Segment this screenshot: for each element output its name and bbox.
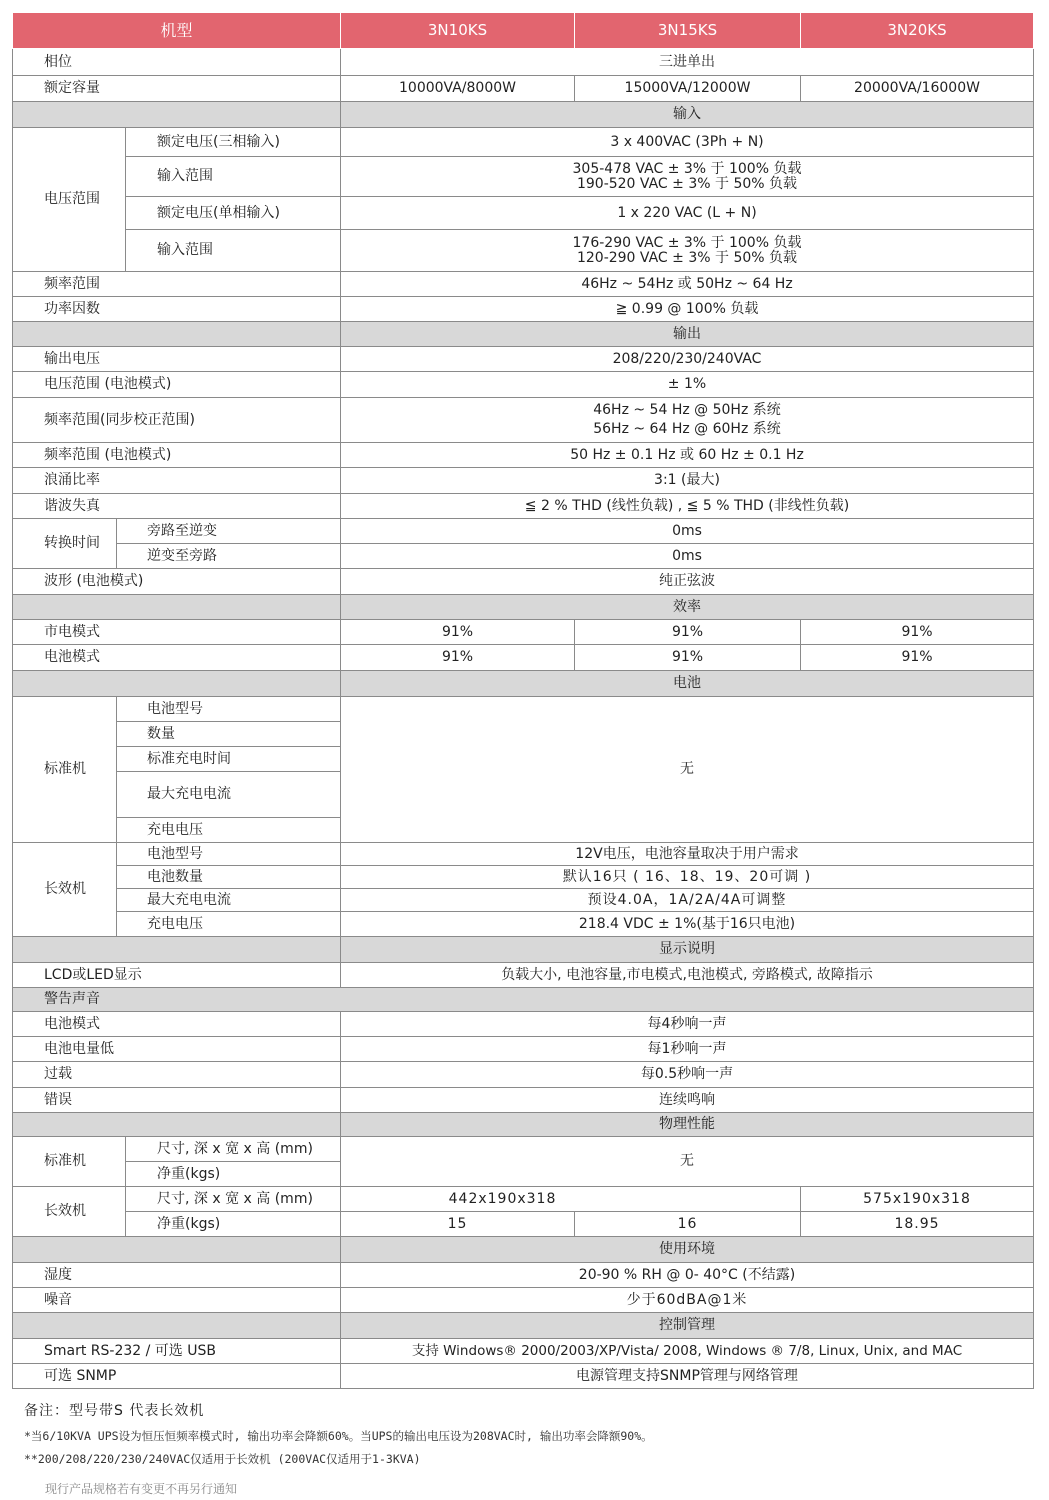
efficiency-batt-label: 电池模式 xyxy=(13,645,341,671)
physical-std-group: 标准机 xyxy=(13,1137,126,1187)
model-header: 机型 xyxy=(13,13,341,49)
battery-long-max-current-value: 预设4.0A，1A/2A/4A可调整 xyxy=(341,889,1034,912)
alarm-batt-low-value: 每1秒响一声 xyxy=(341,1037,1034,1062)
noise-label: 噪音 xyxy=(13,1288,341,1313)
alarm-batt-mode-label: 电池模式 xyxy=(13,1012,341,1037)
model-3n20ks: 3N20KS xyxy=(801,13,1034,49)
input-range-3ph-label: 输入范围 xyxy=(126,157,341,197)
physical-long-weight-3n20ks: 18.95 xyxy=(801,1212,1034,1237)
input-freq-value: 46Hz ~ 54Hz 或 50Hz ~ 64 Hz xyxy=(341,272,1034,297)
note-title: 备注：型号带S 代表长效机 xyxy=(24,1403,205,1419)
waveform-label: 波形 (电池模式) xyxy=(13,569,341,595)
section-physical-title: 物理性能 xyxy=(341,1113,1034,1137)
efficiency-ac-label: 市电模式 xyxy=(13,620,341,645)
section-management-title: 控制管理 xyxy=(341,1313,1034,1339)
input-range-1ph-line2: 120-290 VAC ± 3% 于 50% 负载 xyxy=(576,249,798,266)
inverter-to-bypass-value: 0ms xyxy=(341,544,1034,569)
battery-long-charge-voltage-value: 218.4 VDC ± 1%(基于16只电池) xyxy=(341,912,1034,937)
battery-std-charge-voltage-label: 充电电压 xyxy=(117,818,341,843)
phase-label: 相位 xyxy=(13,49,341,76)
section-battery xyxy=(13,671,1034,697)
battery-long-group: 长效机 xyxy=(13,843,117,937)
section-battery-title: 电池 xyxy=(341,671,1034,697)
freq-sync-label: 频率范围(同步校正范围) xyxy=(13,398,341,443)
power-factor-label: 功率因数 xyxy=(13,297,341,322)
input-range-3ph-value xyxy=(341,157,1034,197)
model-3n10ks: 3N10KS xyxy=(341,13,575,49)
bypass-to-inverter-label: 旁路至逆变 xyxy=(117,519,341,544)
capacity-label: 额定容量 xyxy=(13,76,341,102)
section-physical xyxy=(13,1113,1034,1137)
rated-voltage-3ph-label: 额定电压(三相输入) xyxy=(126,128,341,157)
alarm-fault-value: 连续鸣响 xyxy=(341,1088,1034,1113)
battery-long-type-label: 电池型号 xyxy=(117,843,341,866)
battery-long-qty-value: 默认16只 ( 16、18、19、20可调 ) xyxy=(341,866,1034,889)
capacity-value-3n15ks: 15000VA/12000W xyxy=(575,76,801,102)
efficiency-ac-3n15ks: 91% xyxy=(575,620,801,645)
bypass-to-inverter-value: 0ms xyxy=(341,519,1034,544)
section-alarm-title: 警告声音 xyxy=(13,988,1034,1012)
lcd-display-value: 负载大小, 电池容量,市电模式,电池模式, 旁路模式, 故障指示 xyxy=(341,963,1034,988)
section-display-title: 显示说明 xyxy=(341,937,1034,963)
physical-long-group: 长效机 xyxy=(13,1187,126,1237)
section-efficiency-title: 效率 xyxy=(341,595,1034,620)
transfer-time-group: 转换时间 xyxy=(13,519,117,569)
physical-long-weight-label: 净重(kgs) xyxy=(126,1212,341,1237)
physical-long-weight-3n15ks: 16 xyxy=(575,1212,801,1237)
physical-long-dim-value-b: 575x190x318 xyxy=(801,1187,1034,1212)
phase-value: 三进单出 xyxy=(341,49,1034,76)
battery-std-qty-label: 数量 xyxy=(117,722,341,747)
rated-voltage-1ph-label: 额定电压(单相输入) xyxy=(126,197,341,230)
section-display xyxy=(13,937,1034,963)
battery-long-max-current-label: 最大充电电流 xyxy=(117,889,341,912)
spec-table xyxy=(12,12,1034,1389)
battery-std-charge-time-label: 标准充电时间 xyxy=(117,747,341,772)
freq-batt-value: 50 Hz ± 0.1 Hz 或 60 Hz ± 0.1 Hz xyxy=(341,443,1034,468)
physical-std-dim-label: 尺寸, 深 x 宽 x 高 (mm) xyxy=(126,1137,341,1162)
section-output-title: 输出 xyxy=(341,322,1034,347)
capacity-value-3n20ks: 20000VA/16000W xyxy=(801,76,1034,102)
section-environment-title: 使用环境 xyxy=(341,1237,1034,1263)
alarm-overload-label: 过载 xyxy=(13,1062,341,1088)
input-range-1ph-line1: 176-290 VAC ± 3% 于 100% 负载 xyxy=(572,234,802,251)
thd-value: ≦ 2 % THD (线性负载) , ≦ 5 % THD (非线性负载) xyxy=(341,494,1034,519)
output-voltage-value: 208/220/230/240VAC xyxy=(341,347,1034,372)
snmp-value: 电源管理支持SNMP管理与网络管理 xyxy=(341,1364,1034,1389)
efficiency-ac-3n20ks: 91% xyxy=(801,620,1034,645)
voltage-range-batt-value: ± 1% xyxy=(341,372,1034,398)
lcd-display-label: LCD或LED显示 xyxy=(13,963,341,988)
footer-disclaimer: 现行产品规格若有变更不再另行通知 xyxy=(45,1482,238,1496)
alarm-batt-low-label: 电池电量低 xyxy=(13,1037,341,1062)
humidity-label: 湿度 xyxy=(13,1263,341,1288)
freq-sync-line2: 56Hz ~ 64 Hz @ 60Hz 系统 xyxy=(593,421,781,437)
capacity-row xyxy=(13,76,1034,102)
input-range-1ph-label: 输入范围 xyxy=(126,230,341,272)
section-input xyxy=(13,102,1034,128)
section-management xyxy=(13,1313,1034,1339)
section-efficiency xyxy=(13,595,1034,620)
crest-ratio-label: 浪涌比率 xyxy=(13,468,341,494)
waveform-value: 纯正弦波 xyxy=(341,569,1034,595)
section-output xyxy=(13,322,1034,347)
alarm-overload-value: 每0.5秒响一声 xyxy=(341,1062,1034,1088)
header-row xyxy=(13,13,1034,49)
physical-long-weight-3n10ks: 15 xyxy=(341,1212,575,1237)
snmp-label: 可选 SNMP xyxy=(13,1364,341,1389)
note-line-2: **200/208/220/230/240VAC仅适用于长效机 (200VAC仅适用于1-3KVA) xyxy=(24,1452,421,1466)
noise-value: 少于60dBA@1米 xyxy=(341,1288,1034,1313)
battery-long-type-value: 12V电压，电池容量取决于用户需求 xyxy=(341,843,1034,866)
freq-sync-value xyxy=(341,398,1034,443)
battery-long-charge-voltage-label: 充电电压 xyxy=(117,912,341,937)
section-environment xyxy=(13,1237,1034,1263)
crest-ratio-value: 3:1 (最大) xyxy=(341,468,1034,494)
physical-long-dim-value-a: 442x190x318 xyxy=(341,1187,801,1212)
voltage-range-batt-label: 电压范围 (电池模式) xyxy=(13,372,341,398)
battery-std-group: 标准机 xyxy=(13,697,117,843)
note-line-1: *当6/10KVA UPS设为恒压恒频率模式时, 输出功率会降额60%。当UPS的输出电压设为208VAC时, 输出功率会降额90%。 xyxy=(24,1429,653,1443)
battery-std-max-current-label: 最大充电电流 xyxy=(117,772,341,818)
battery-std-value: 无 xyxy=(341,697,1034,843)
alarm-batt-mode-value: 每4秒响一声 xyxy=(341,1012,1034,1037)
efficiency-batt-3n20ks: 91% xyxy=(801,645,1034,671)
output-voltage-label: 输出电压 xyxy=(13,347,341,372)
thd-label: 谐波失真 xyxy=(13,494,341,519)
battery-std-type-label: 电池型号 xyxy=(117,697,341,722)
model-3n15ks: 3N15KS xyxy=(575,13,801,49)
efficiency-ac-3n10ks: 91% xyxy=(341,620,575,645)
physical-long-dim-label: 尺寸, 深 x 宽 x 高 (mm) xyxy=(126,1187,341,1212)
physical-std-weight-label: 净重(kgs) xyxy=(126,1162,341,1187)
capacity-value-3n10ks: 10000VA/8000W xyxy=(341,76,575,102)
power-factor-value: ≧ 0.99 @ 100% 负载 xyxy=(341,297,1034,322)
input-freq-label: 频率范围 xyxy=(13,272,341,297)
phase-row xyxy=(13,49,1034,76)
rated-voltage-3ph-value: 3 x 400VAC (3Ph + N) xyxy=(341,128,1034,157)
smart-interface-label: Smart RS-232 / 可选 USB xyxy=(13,1339,341,1364)
input-range-3ph-line1: 305-478 VAC ± 3% 于 100% 负载 xyxy=(572,160,802,177)
smart-interface-value: 支持 Windows® 2000/2003/XP/Vista/ 2008, Windows ® 7/8, Linux, Unix, and MAC xyxy=(341,1339,1034,1364)
rated-voltage-1ph-value: 1 x 220 VAC (L + N) xyxy=(341,197,1034,230)
battery-long-qty-label: 电池数量 xyxy=(117,866,341,889)
section-alarm xyxy=(13,988,1034,1012)
inverter-to-bypass-label: 逆变至旁路 xyxy=(117,544,341,569)
input-range-1ph-value xyxy=(341,230,1034,272)
physical-std-value: 无 xyxy=(341,1137,1034,1187)
section-input-title: 输入 xyxy=(341,102,1034,128)
freq-sync-line1: 46Hz ~ 54 Hz @ 50Hz 系统 xyxy=(593,402,781,418)
humidity-value: 20-90 % RH @ 0- 40°C (不结露) xyxy=(341,1263,1034,1288)
freq-batt-label: 频率范围 (电池模式) xyxy=(13,443,341,468)
efficiency-batt-3n10ks: 91% xyxy=(341,645,575,671)
voltage-range-group: 电压范围 xyxy=(13,128,126,272)
efficiency-batt-3n15ks: 91% xyxy=(575,645,801,671)
input-range-3ph-line2: 190-520 VAC ± 3% 于 50% 负载 xyxy=(576,175,798,192)
alarm-fault-label: 错误 xyxy=(13,1088,341,1113)
